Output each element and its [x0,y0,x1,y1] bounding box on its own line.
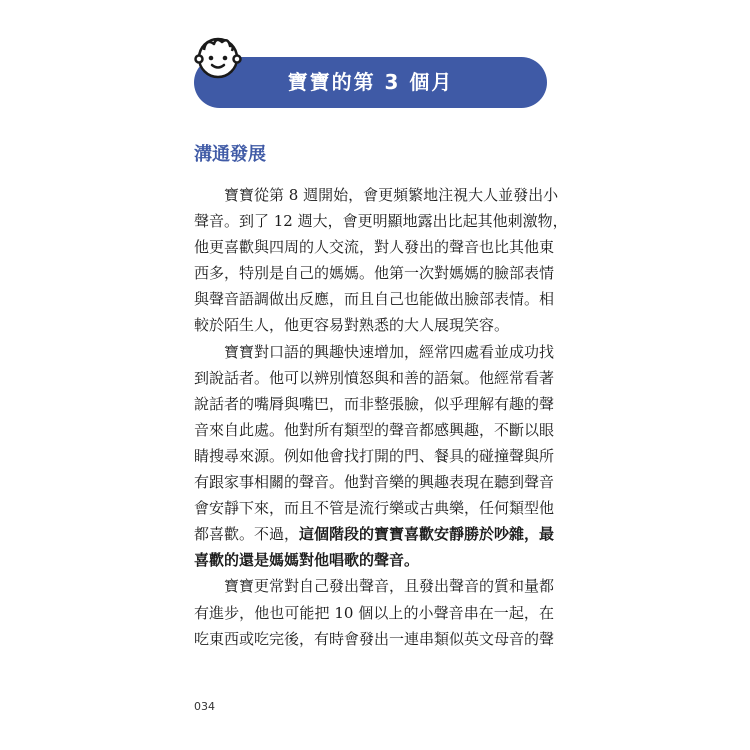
text-line: 有進步，他也可能把 10 個以上的小聲音串在一起，在 [194,603,554,622]
text-line: 吃東西或吃完後，有時會發出一連串類似英文母音的聲 [194,629,555,648]
page-number: 034 [194,700,215,713]
text-line: 寶寶從第 8 週開始，會更頻繁地注視大人並發出小 [224,186,559,204]
text-line: 西多，特別是自己的媽媽。他第一次對媽媽的臉部表情 [194,264,555,283]
chapter-banner [194,57,547,108]
emphasis-line: 喜歡的還是媽媽對他唱歌的聲音。 [194,551,420,570]
baby-face-icon [194,33,242,81]
text-span: 都喜歡。不過， [194,525,300,544]
text-line: 到說話者。他可以辨別憤怒與和善的語氣。他經常看著 [194,368,555,387]
text-line: 聲音。到了 12 週大，會更明顯地露出比起其他刺激物， [194,212,568,231]
text-line [194,521,554,547]
text-line: 寶寶對口語的興趣快速增加，經常四處看並成功找 [224,342,555,361]
text-line: 與聲音語調做出反應，而且自己也能做出臉部表情。相 [194,290,555,309]
text-line: 會安靜下來，而且不管是流行樂或古典樂，任何類型他 [194,499,555,518]
text-line: 他更喜歡與四周的人交流，對人發出的聲音也比其他東 [194,238,555,257]
text-line: 音來自此處。他對所有類型的聲音都感興趣，不斷以眼 [194,420,555,439]
text-line: 睛搜尋來源。例如他會找打開的門、餐具的碰撞聲與所 [194,446,555,465]
text-line: 有跟家事相關的聲音。他對音樂的興趣表現在聽到聲音 [194,473,555,492]
emphasis-text: 這個階段的寶寶喜歡安靜勝於吵雜，最 [299,525,555,544]
chapter-title: 寶寶的第 3 個月 [287,70,454,94]
text-line: 說話者的嘴脣與嘴巴，而非整張臉，似乎理解有趣的聲 [194,394,555,413]
section-title: 溝通發展 [194,144,266,165]
body-text [194,182,568,652]
text-line: 寶寶更常對自己發出聲音，且發出聲音的質和量都 [224,577,555,596]
text-line: 較於陌生人，他更容易對熟悉的大人展現笑容。 [194,316,510,335]
